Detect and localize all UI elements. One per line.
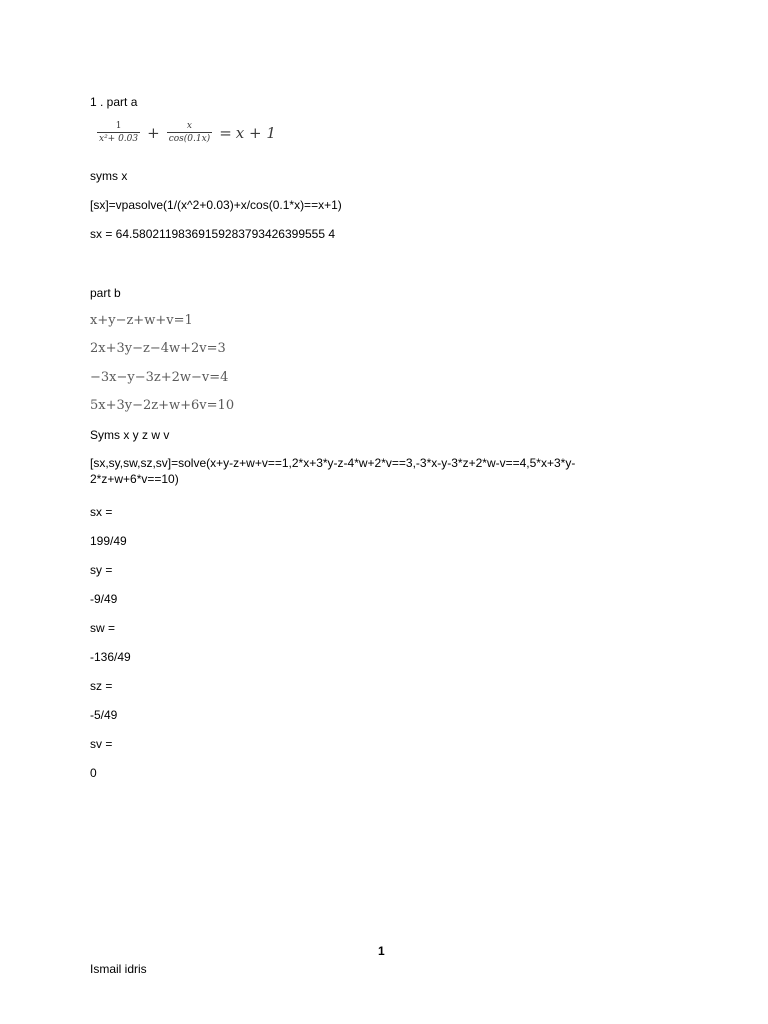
result-label-sw: sw = [90, 621, 116, 635]
equation-equals: = [219, 123, 232, 142]
part-b-equation-3: −3x−y−3z+2w−v=4 [90, 370, 229, 385]
author-name: Ismail idris [90, 962, 147, 976]
result-label-sv: sv = [90, 737, 113, 751]
part-a-heading: 1 . part a [90, 95, 138, 109]
part-b-equation-1: x+y−z+w+v=1 [90, 313, 193, 328]
page-number: 1 [378, 944, 385, 958]
part-b-equation-2: 2x+3y−z−4w+2v=3 [90, 341, 226, 356]
fraction-2-denominator: cos(0.1x) [168, 134, 211, 144]
result-value-sv: 0 [90, 766, 97, 780]
fraction-bar [167, 132, 213, 133]
result-label-sx: sx = [90, 505, 113, 519]
equation-plus: + [147, 123, 160, 142]
part-b-heading: part b [90, 286, 121, 300]
fraction-2-numerator: x [186, 121, 192, 131]
result-value-sw: -136/49 [90, 650, 131, 664]
equation-rhs: x + 1 [235, 123, 276, 142]
code-line-vpasolve: [sx]=vpasolve(1/(x^2+0.03)+x/cos(0.1*x)==x+1) [90, 198, 342, 212]
result-value-sz: -5/49 [90, 708, 118, 722]
code-line-sx-result: sx = 64.58021198369159283793426399555 4 [90, 227, 336, 241]
result-value-sy: -9/49 [90, 592, 118, 606]
fraction-1-numerator: 1 [115, 121, 122, 131]
part-a-equation [94, 121, 276, 144]
result-value-sx: 199/49 [90, 534, 127, 548]
result-label-sz: sz = [90, 679, 113, 693]
part-b-equation-4: 5x+3y−2z+w+6v=10 [90, 398, 235, 413]
code-line-solve: [sx,sy,sw,sz,sv]=solve(x+y-z+w+v==1,2*x+3*y-z-4*w+2*v==3,-3*x-y-3*z+2*w-v==4,5*x+3*y-2*z+w+6*v==10) [90, 456, 576, 486]
fraction-bar [97, 132, 140, 133]
code-line-syms-xyzwv: Syms x y z w v [90, 428, 170, 442]
fraction-1-denominator: x²+ 0.03 [99, 134, 139, 144]
equation-fraction-1 [97, 121, 140, 144]
result-label-sy: sy = [90, 563, 113, 577]
code-line-syms-x: syms x [90, 169, 128, 183]
equation-fraction-2 [167, 121, 213, 144]
